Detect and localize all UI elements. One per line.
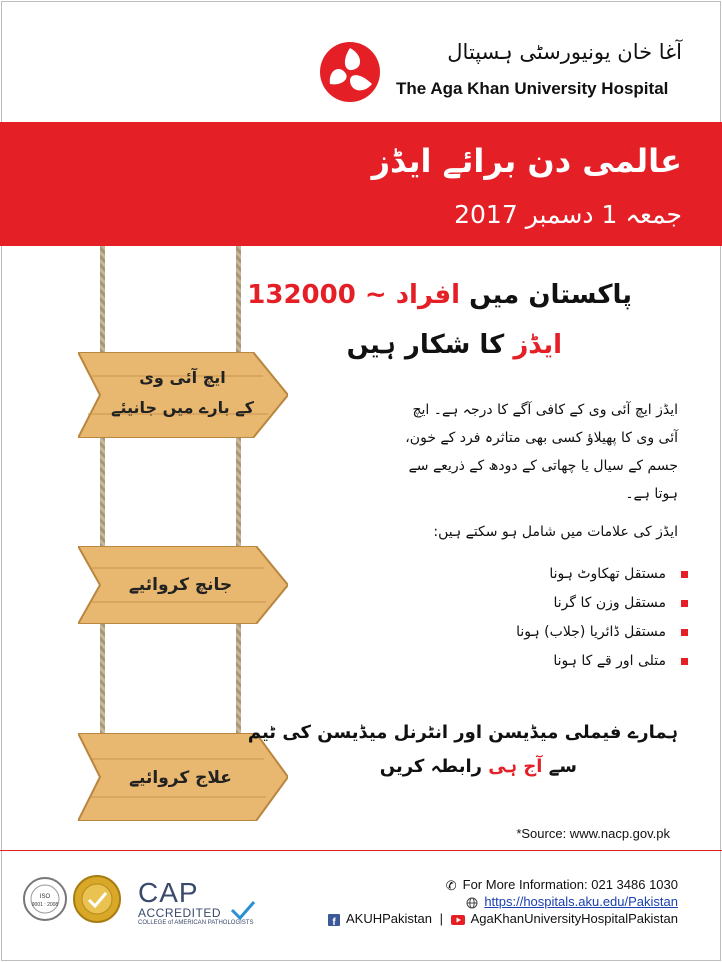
- info-paragraph: ایڈز ایچ آئی وی کے کافی آگے کا درجہ ہے۔ ایچ آئی وی کا پھیلاؤ کسی بھی متاثرہ فرد کے خون، جسم کے سیال یا چھاتی کے دودھ کے ذریعے سے ہوتا ہے۔: [405, 402, 678, 502]
- svg-text:ISO: ISO: [39, 894, 51, 900]
- cap-title: CAP: [138, 877, 199, 908]
- stat-line2: [347, 330, 562, 360]
- banner-date: جمعہ 1 دسمبر 2017: [454, 200, 682, 229]
- wood-sign-icon: [78, 352, 288, 438]
- stat-people: افراد: [395, 280, 461, 310]
- sign-learn-hiv: [78, 352, 288, 438]
- social-separator: |: [439, 911, 443, 926]
- symptom-text: مستقل ڈائریا (جلاب) ہونا: [516, 624, 666, 640]
- rope-right: [236, 246, 241, 806]
- stat-line1: [247, 280, 632, 310]
- sign1-line2: کے بارے میں جانیئے: [111, 398, 254, 417]
- list-item: [516, 589, 688, 618]
- svg-text:f: f: [332, 916, 336, 926]
- bullet-icon: [681, 629, 688, 636]
- aku-logo-icon: [318, 40, 382, 104]
- list-item: [516, 560, 688, 589]
- svg-text:9001 : 2008: 9001 : 2008: [31, 902, 59, 908]
- footer-divider: [0, 850, 722, 851]
- cta-line2: [380, 756, 577, 777]
- facebook-handle[interactable]: AKUHPakistan: [345, 911, 432, 926]
- stat-country: پاکستان میں: [469, 280, 632, 310]
- sign-get-treated: [78, 733, 288, 821]
- website-info: [466, 894, 678, 909]
- list-item: [516, 647, 688, 676]
- list-item: [516, 618, 688, 647]
- stat-number: ~ 132000: [247, 280, 387, 310]
- cta-line1: ہمارے فیملی میڈیسن اور انٹرنل میڈیسن کی ٹیم: [247, 722, 678, 743]
- youtube-icon: [451, 915, 465, 925]
- sign3-text: علاج کروائیے: [129, 768, 232, 788]
- website-link[interactable]: https://hospitals.aku.edu/Pakistan: [484, 894, 678, 909]
- social-info: [328, 911, 678, 926]
- phone-text: For More Information: 021 3486 1030: [462, 877, 678, 892]
- title-banner: [0, 122, 722, 246]
- iso-seal-icon: [22, 876, 68, 922]
- symptoms-list: [516, 560, 688, 676]
- symptoms-heading: ایڈز کی علامات میں شامل ہو سکتے ہیں:: [433, 524, 678, 540]
- rope-left: [100, 246, 105, 806]
- bullet-icon: [681, 658, 688, 665]
- globe-icon: [466, 897, 478, 909]
- cap-subtitle: COLLEGE of AMERICAN PATHOLOGISTS: [138, 920, 254, 926]
- checkmark-icon: [230, 900, 256, 920]
- stat-aids: ایڈز: [513, 330, 562, 360]
- cap-accredited-logo: [138, 877, 254, 926]
- symptom-text: متلی اور قے کا ہونا: [553, 653, 666, 669]
- bullet-icon: [681, 571, 688, 578]
- phone-info: [446, 877, 678, 894]
- symptom-text: مستقل وزن کا گرنا: [553, 595, 666, 611]
- sign2-text: جانچ کروائیے: [128, 575, 233, 595]
- hospital-name-urdu: آغا خان یونیورسٹی ہسپتال: [447, 40, 682, 64]
- phone-icon: ✆: [445, 877, 457, 893]
- source-note: *Source: www.nacp.gov.pk: [516, 826, 670, 841]
- sign1-line1: ایچ آئی وی: [139, 368, 226, 387]
- symptom-text: مستقل تھکاوٹ ہونا: [549, 566, 666, 582]
- stat-victims: کا شکار ہیں: [346, 330, 505, 360]
- cta-highlight: آج ہی: [488, 756, 543, 777]
- cta-suffix: رابطہ کریں: [379, 756, 483, 777]
- hospital-name-english: The Aga Khan University Hospital: [396, 79, 669, 98]
- facebook-icon: [328, 914, 340, 926]
- cap-accredited: ACCREDITED: [138, 906, 222, 920]
- bullet-icon: [681, 600, 688, 607]
- sign-get-tested: [78, 546, 288, 624]
- youtube-handle[interactable]: AgaKhanUniversityHospitalPakistan: [470, 911, 678, 926]
- banner-title: عالمی دن برائے ایڈز: [371, 142, 682, 180]
- cta-prefix: سے: [548, 756, 577, 777]
- jci-gold-seal-icon: [72, 874, 122, 924]
